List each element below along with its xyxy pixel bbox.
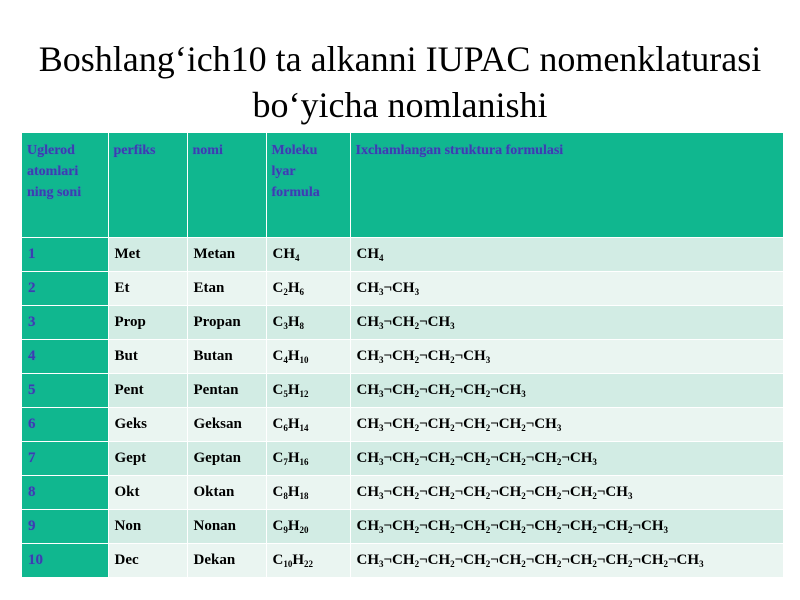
cell-carbon-count: 9 xyxy=(22,509,108,543)
cell-structural-formula: $CH_3\neg CH_2\neg CH_2\neg CH_2\neg CH_3$ xyxy=(350,373,784,407)
cell-molecular-formula: $C_3H_8$ xyxy=(266,305,350,339)
cell-molecular-formula: $CH_4$ xyxy=(266,237,350,271)
cell-molecular-formula: $C_6H_{14}$ xyxy=(266,407,350,441)
cell-name: Geksan xyxy=(187,407,266,441)
header-molecular-formula: Moleku lyar formula xyxy=(266,133,350,237)
header-structural-formula: Ixchamlangan struktura formulasi xyxy=(350,133,784,237)
cell-carbon-count: 1 xyxy=(22,237,108,271)
cell-carbon-count: 3 xyxy=(22,305,108,339)
cell-name: Pentan xyxy=(187,373,266,407)
cell-prefix: But xyxy=(108,339,187,373)
cell-structural-formula: $CH_4$ xyxy=(350,237,784,271)
cell-prefix: Prop xyxy=(108,305,187,339)
header-prefix: perfiks xyxy=(108,133,187,237)
cell-name: Etan xyxy=(187,271,266,305)
cell-molecular-formula: $C_4H_{10}$ xyxy=(266,339,350,373)
cell-structural-formula: $CH_3\neg CH_2\neg CH_2\neg CH_2\neg CH_2\neg CH_2\neg CH_2\neg CH_2\neg CH_3$ xyxy=(350,509,784,543)
cell-carbon-count: 7 xyxy=(22,441,108,475)
cell-name: Nonan xyxy=(187,509,266,543)
cell-prefix: Pent xyxy=(108,373,187,407)
cell-carbon-count: 10 xyxy=(22,543,108,577)
cell-name: Metan xyxy=(187,237,266,271)
cell-structural-formula: $CH_3\neg CH_2\neg CH_3$ xyxy=(350,305,784,339)
cell-name: Dekan xyxy=(187,543,266,577)
alkane-table xyxy=(22,133,784,577)
table-row xyxy=(22,543,784,577)
cell-structural-formula: $CH_3\neg CH_2\neg CH_2\neg CH_2\neg CH_2\neg CH_3$ xyxy=(350,407,784,441)
cell-structural-formula: $CH_3\neg CH_2\neg CH_2\neg CH_2\neg CH_2\neg CH_2\neg CH_2\neg CH_2\neg CH_2\neg CH_3$ xyxy=(350,543,784,577)
cell-molecular-formula: $C_2H_6$ xyxy=(266,271,350,305)
cell-structural-formula: $CH_3\neg CH_2\neg CH_2\neg CH_3$ xyxy=(350,339,784,373)
table-row xyxy=(22,509,784,543)
cell-prefix: Et xyxy=(108,271,187,305)
cell-name: Geptan xyxy=(187,441,266,475)
cell-molecular-formula: $C_8H_{18}$ xyxy=(266,475,350,509)
cell-carbon-count: 8 xyxy=(22,475,108,509)
slide-title: Boshlang‘ich10 ta alkanni IUPAC nomenklaturasi bo‘yicha nomlanishi xyxy=(38,39,762,125)
table-row xyxy=(22,305,784,339)
cell-prefix: Met xyxy=(108,237,187,271)
cell-carbon-count: 2 xyxy=(22,271,108,305)
table-row xyxy=(22,441,784,475)
cell-prefix: Geks xyxy=(108,407,187,441)
cell-prefix: Non xyxy=(108,509,187,543)
cell-prefix: Okt xyxy=(108,475,187,509)
table-row xyxy=(22,475,784,509)
cell-molecular-formula: $C_{10}H_{22}$ xyxy=(266,543,350,577)
cell-name: Oktan xyxy=(187,475,266,509)
cell-structural-formula: $CH_3\neg CH_3$ xyxy=(350,271,784,305)
cell-prefix: Gept xyxy=(108,441,187,475)
header-carbon-count: Uglerod atomlari ning soni xyxy=(22,133,108,237)
cell-name: Butan xyxy=(187,339,266,373)
cell-prefix: Dec xyxy=(108,543,187,577)
cell-carbon-count: 6 xyxy=(22,407,108,441)
table-row xyxy=(22,373,784,407)
cell-structural-formula: $CH_3\neg CH_2\neg CH_2\neg CH_2\neg CH_2\neg CH_2\neg CH_2\neg CH_3$ xyxy=(350,475,784,509)
cell-name: Propan xyxy=(187,305,266,339)
table-body xyxy=(22,237,784,577)
cell-molecular-formula: $C_5H_{12}$ xyxy=(266,373,350,407)
table-row xyxy=(22,237,784,271)
cell-carbon-count: 4 xyxy=(22,339,108,373)
cell-molecular-formula: $C_7H_{16}$ xyxy=(266,441,350,475)
table-header-row xyxy=(22,133,784,237)
cell-molecular-formula: $C_9H_{20}$ xyxy=(266,509,350,543)
table-row xyxy=(22,339,784,373)
header-name: nomi xyxy=(187,133,266,237)
table-row xyxy=(22,407,784,441)
table-row xyxy=(22,271,784,305)
cell-structural-formula: $CH_3\neg CH_2\neg CH_2\neg CH_2\neg CH_2\neg CH_2\neg CH_3$ xyxy=(350,441,784,475)
cell-carbon-count: 5 xyxy=(22,373,108,407)
